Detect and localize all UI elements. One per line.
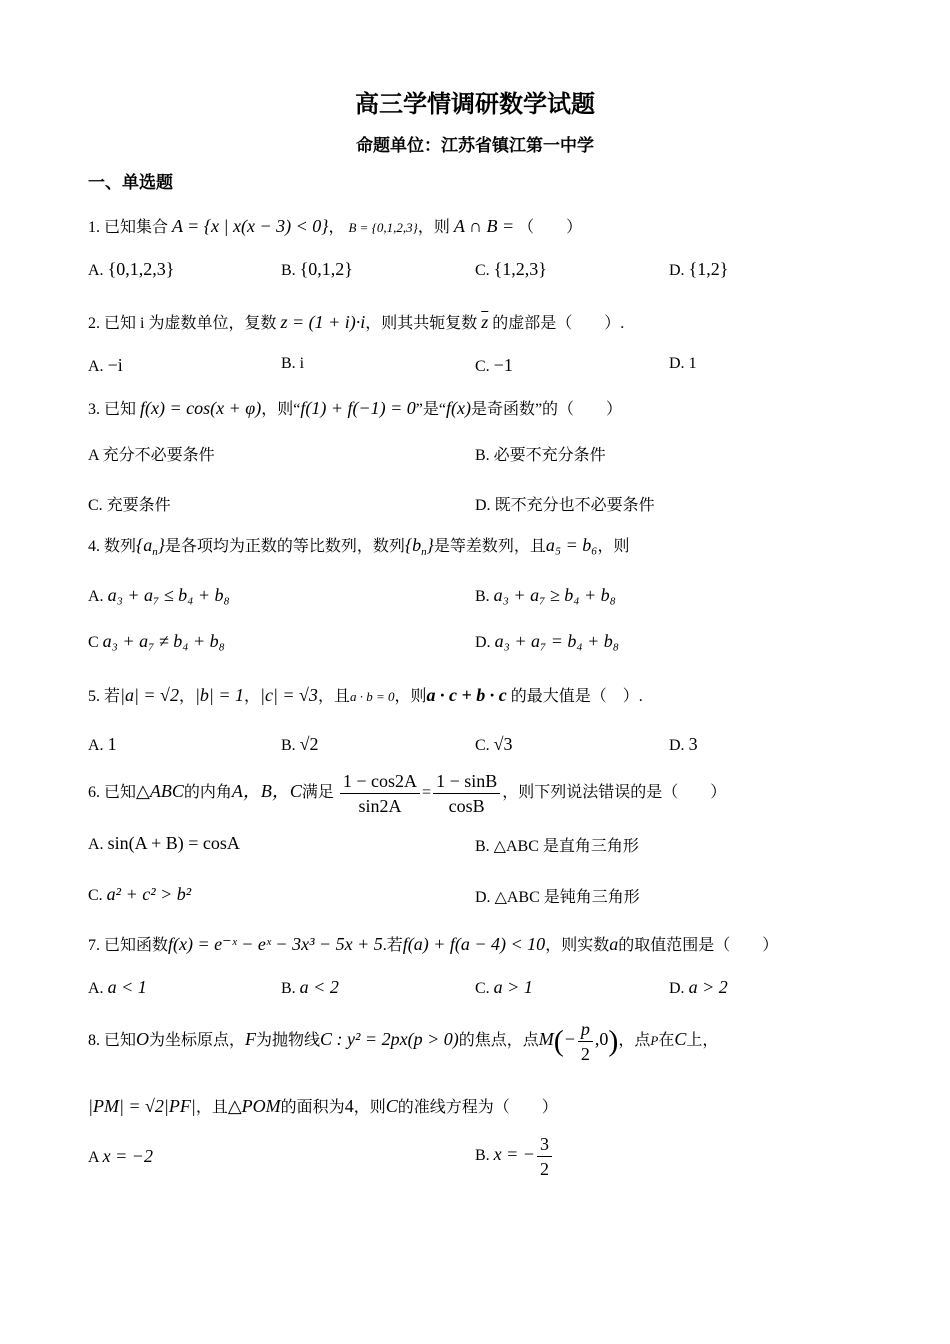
q6-option-a[interactable]: A. sin(A + B) = cosA	[88, 833, 240, 853]
q4-option-c[interactable]: C a₃ + a₇ ≠ b₄ + b₈	[88, 631, 225, 651]
complex-expr: z = (1 + i)·i	[280, 312, 366, 332]
question-2: 2. 已知 i 为虚数单位，复数 z = (1 + i)·i，则其共轭复数 $\overline{z}$ 的虚部是（ ）.	[88, 312, 625, 332]
lhs-fraction: $\frac{1 - \cos 2A}{\sin 2A}$	[340, 770, 420, 817]
question-number: 3.	[88, 401, 100, 418]
q7-option-a[interactable]: A. a < 1	[88, 977, 147, 997]
question-6: 6. 已知△ABC的内角A，B，C满足 $\frac{1 - \cos 2A}{\sin 2A}$ = $\frac{1 - \sin B}{\cos B}$ ，则下列说法错误的是（ ）	[88, 771, 727, 816]
section-heading: 一、单选题	[88, 173, 173, 192]
q3-option-a[interactable]: A 充分不必要条件	[88, 447, 215, 464]
question-number: 8.	[88, 1032, 100, 1050]
set-b: B = {0,1,2,3}	[348, 220, 418, 235]
q3-option-c[interactable]: C. 充要条件	[88, 497, 171, 514]
q4-option-a[interactable]: A. a₃ + a₇ ≤ b₄ + b₈	[88, 585, 230, 605]
q2-option-a[interactable]: A. −i	[88, 355, 123, 375]
p-over-2-fraction: $\frac{p}{2}$	[578, 1018, 593, 1065]
page-title: 高三学情调研数学试题	[355, 92, 595, 118]
page-subtitle: 命题单位：江苏省镇江第一中学	[356, 136, 594, 155]
question-number: 5.	[88, 688, 100, 705]
sequence-b: $\{b_n\}$	[404, 535, 434, 558]
question-1: 1. 已知集合 A = {x | x(x − 3) < 0}， B = {0,1,2,3}，则 A ∩ B = （ ）	[88, 216, 583, 236]
q7-option-b[interactable]: B. a < 2	[281, 977, 339, 997]
q6-option-c[interactable]: C. a² + c² > b²	[88, 884, 192, 904]
q2-option-c[interactable]: C. −1	[475, 355, 513, 375]
question-number: 6.	[88, 784, 100, 802]
question-number: 4.	[88, 538, 100, 555]
conjugate-z: $\overline{z}$	[481, 312, 489, 332]
question-8-line-2: |PM| = √2|PF|，且△POM的面积为4，则C的准线方程为（ ）	[88, 1096, 558, 1116]
rhs-fraction: $\frac{1 - \sin B}{\cos B}$	[433, 770, 500, 817]
question-8: 8. 已知O为坐标原点，F为抛物线C : y² = 2px(p > 0)的焦点，点M(− $\frac{p}{2}$ ,0)，点P在C上，	[88, 1019, 719, 1064]
question-4: 4. 数列$\{a_n\}$是各项均为正数的等比数列，数列$\{b_n\}$是等差数列，且a₅ = b₆，则	[88, 535, 630, 558]
question-5: 5. 若|a| = √2，|b| = 1，|c| = √3，且a · b = 0，则a · c + b · c 的最大值是（ ）.	[88, 685, 643, 705]
q1-option-c[interactable]: C. {1,2,3}	[475, 259, 547, 279]
intersection-expr: A ∩ B =	[453, 216, 515, 236]
q8-option-b[interactable]: B. x = − $\frac{3}{2}$	[475, 1133, 554, 1180]
q4-option-d[interactable]: D. a₃ + a₇ = b₄ + b₈	[475, 631, 620, 651]
q7-option-d[interactable]: D. a > 2	[669, 977, 728, 997]
question-3: 3. 已知 f(x) = cos(x + φ)，则“f(1) + f(−1) = 0”是“f(x)是奇函数”的（ ）	[88, 398, 623, 418]
q2-option-b[interactable]: B. i	[281, 355, 305, 372]
question-number: 7.	[88, 937, 100, 954]
q7-option-c[interactable]: C. a > 1	[475, 977, 533, 997]
q3-option-b[interactable]: B. 必要不充分条件	[475, 447, 606, 464]
q1-option-b[interactable]: B. {0,1,2}	[281, 259, 353, 279]
sequence-a: $\{a_n\}$	[136, 535, 165, 558]
question-number: 2.	[88, 315, 100, 332]
question-7: 7. 已知函数f(x) = e⁻ˣ − eˣ − 3x³ − 5x + 5.若f(a) + f(a − 4) < 10，则实数a的取值范围是（ ）	[88, 934, 779, 954]
q8-option-a[interactable]: A x = −2	[88, 1146, 153, 1166]
q2-option-d[interactable]: D. 1	[669, 355, 697, 372]
q5-option-d[interactable]: D. 3	[669, 734, 698, 754]
q5-option-b[interactable]: B. √2	[281, 734, 319, 754]
q3-option-d[interactable]: D. 既不充分也不必要条件	[475, 497, 655, 514]
q4-option-b[interactable]: B. a₃ + a₇ ≥ b₄ + b₈	[475, 585, 616, 605]
q6-option-b[interactable]: B. △ABC 是直角三角形	[475, 838, 639, 855]
question-number: 1.	[88, 219, 100, 236]
q5-option-a[interactable]: A. 1	[88, 734, 117, 754]
q1-option-d[interactable]: D. {1,2}	[669, 259, 729, 279]
q1-option-a[interactable]: A. {0,1,2,3}	[88, 259, 175, 279]
set-a: A = {x | x(x − 3) < 0}	[172, 216, 329, 236]
q5-option-c[interactable]: C. √3	[475, 734, 513, 754]
q6-option-d[interactable]: D. △ABC 是钝角三角形	[475, 889, 640, 906]
